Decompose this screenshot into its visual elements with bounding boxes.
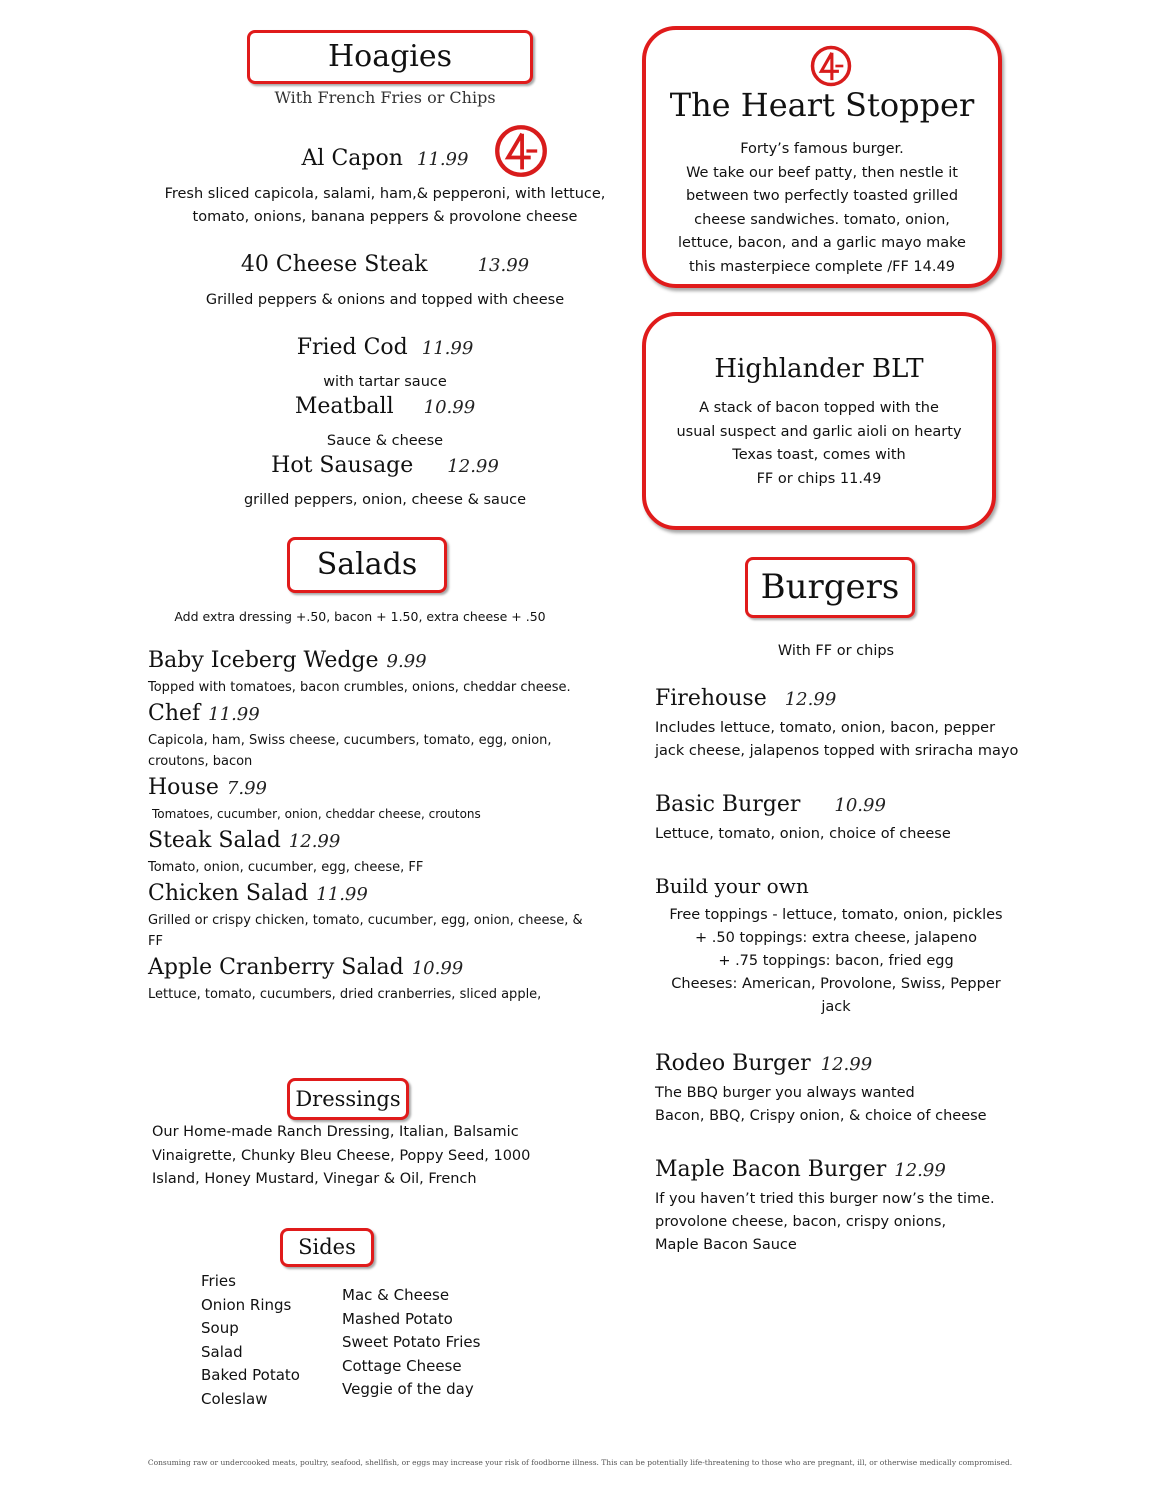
side-item: Mac & Cheese <box>342 1286 450 1304</box>
item-name: Apple Cranberry Salad <box>148 955 404 980</box>
item-description: grilled peppers, onion, cheese & sauce <box>243 492 527 508</box>
item-name: Chef <box>148 701 201 726</box>
hoagie-item-cheese-steak <box>190 252 580 277</box>
item-name: House <box>148 775 219 800</box>
highlander-card <box>642 312 996 530</box>
dressings-heading: Dressings <box>295 1087 401 1111</box>
side-item: Onion Rings <box>201 1295 292 1314</box>
salads-heading-box <box>287 537 447 593</box>
highlander-title: Highlander BLT <box>714 354 924 384</box>
sides-heading-box <box>280 1228 374 1267</box>
sides-heading: Sides <box>298 1235 356 1259</box>
side-item: Veggie of the day <box>342 1380 474 1398</box>
item-price: 11.99 <box>416 149 469 170</box>
side-item: Sweet Potato Fries <box>342 1333 481 1351</box>
side-item: Baked Potato <box>201 1366 300 1384</box>
item-price: 12.99 <box>894 1160 946 1181</box>
hoagie-item-meatball <box>235 394 535 419</box>
salad-item-steak <box>148 828 588 878</box>
hoagie-item-hot-sausage <box>235 453 535 478</box>
salad-item-chef <box>148 701 588 772</box>
item-name: Basic Burger <box>655 792 801 817</box>
item-description: Includes lettuce, tomato, onion, bacon, pepper jack cheese, jalapenos topped with sriracha mayo <box>655 720 1019 759</box>
forty-logo-icon <box>809 44 853 88</box>
item-description-line: If you haven’t tried this burger now’s the time. <box>655 1191 995 1207</box>
item-name: Rodeo Burger <box>655 1051 811 1076</box>
item-price: 9.99 <box>386 651 427 672</box>
description-line: A stack of bacon topped with the <box>699 400 939 416</box>
item-description: Topped with tomatoes, bacon crumbles, onions, cheddar cheese. <box>148 680 571 695</box>
salad-list <box>148 648 588 1005</box>
salad-item-chicken <box>148 881 588 952</box>
highlander-description <box>646 397 992 491</box>
item-name: Firehouse <box>655 686 767 711</box>
item-name: Steak Salad <box>148 828 281 853</box>
item-description: Fresh sliced capicola, salami, ham,& pepperoni, with lettuce, tomato, onions, banana peppers & provolone cheese <box>164 186 606 225</box>
item-price: 13.99 <box>477 255 530 276</box>
side-item: Salad <box>201 1342 243 1361</box>
item-description: Tomatoes, cucumber, onion, cheddar cheese, croutons <box>152 807 481 821</box>
item-description-line: provolone cheese, bacon, crispy onions, <box>655 1214 947 1230</box>
item-description-line: Bacon, BBQ, Crispy onion, & choice of cheese <box>655 1108 987 1124</box>
side-item: Soup <box>201 1319 239 1337</box>
burgers-heading: Burgers <box>760 567 900 607</box>
heart-stopper-description <box>646 138 998 280</box>
item-description: Lettuce, tomato, onion, choice of cheese <box>655 826 951 842</box>
description-line: between two perfectly toasted grilled <box>685 188 959 205</box>
description-line: cheese sandwiches. tomato, onion, <box>694 211 950 228</box>
forty-logo-icon <box>494 124 548 178</box>
item-name: Hot Sausage <box>271 453 414 478</box>
item-name: Meatball <box>294 394 394 419</box>
description-line: lettuce, bacon, and a garlic mayo make <box>678 235 966 252</box>
hoagies-heading: Hoagies <box>327 39 453 74</box>
item-price: 10.99 <box>834 795 886 816</box>
item-price: 11.99 <box>208 704 260 725</box>
sides-column-1 <box>201 1270 331 1411</box>
item-name: 40 Cheese Steak <box>240 252 428 277</box>
dressings-text: Our Home-made Ranch Dressing, Italian, Balsamic Vinaigrette, Chunky Bleu Cheese, Poppy Seed, 1000 Island, Honey Mustard, Vinegar & Oil, French <box>152 1124 531 1188</box>
item-name: Baby Iceberg Wedge <box>148 648 379 673</box>
sides-column-2 <box>342 1284 522 1402</box>
food-safety-disclaimer: Consuming raw or undercooked meats, poultry, seafood, shellfish, or eggs may increase your risk of foodborne illness. This can be potentially life-threatening to those who are pregnant, ill, or otherwise medically compromised. <box>147 1458 1013 1467</box>
side-item: Mashed Potato <box>342 1309 453 1328</box>
burgers-subheading: With FF or chips <box>777 643 895 659</box>
item-description-line: The BBQ burger you always wanted <box>655 1085 915 1101</box>
hoagies-subheading: With French Fries or Chips <box>274 88 496 107</box>
item-price: 10.99 <box>411 958 464 979</box>
item-name: Al Capon <box>301 146 403 171</box>
item-price: 12.99 <box>447 456 499 477</box>
heart-stopper-card <box>642 26 1002 288</box>
build-options <box>655 904 1017 1019</box>
salad-item-house <box>148 775 588 825</box>
salad-item-apple-cranberry <box>148 955 588 1005</box>
item-description: Capicola, ham, Swiss cheese, cucumbers, tomato, egg, onion, croutons, bacon <box>148 733 552 769</box>
salads-note: Add extra dressing +.50, bacon + 1.50, extra cheese + .50 <box>174 609 546 624</box>
item-name: Maple Bacon Burger <box>655 1157 887 1182</box>
item-price: 11.99 <box>316 884 368 905</box>
description-line: usual suspect and garlic aioli on hearty <box>676 423 962 440</box>
side-item: Cottage Cheese <box>342 1356 462 1375</box>
description-line: Texas toast, comes with <box>732 447 906 464</box>
item-description: Tomato, onion, cucumber, egg, cheese, FF <box>148 860 424 875</box>
item-name: Build your own <box>655 874 809 898</box>
description-line: We take our beef patty, then nestle it <box>686 164 958 181</box>
item-price: 10.99 <box>423 397 476 418</box>
description-line: Forty’s famous burger. <box>740 141 904 157</box>
item-price: 12.99 <box>784 689 837 710</box>
hoagie-item-al-capon <box>150 146 620 171</box>
burger-item-rodeo <box>655 1051 1025 1128</box>
item-description: Sauce & cheese <box>326 433 444 449</box>
build-option-line: Cheeses: American, Provolone, Swiss, Pepper jack <box>671 976 1001 1015</box>
item-name: Fried Cod <box>296 335 408 360</box>
heart-stopper-title: The Heart Stopper <box>669 86 975 124</box>
salad-item-baby-iceberg <box>148 648 588 698</box>
item-price: 12.99 <box>288 831 341 852</box>
burgers-heading-box <box>745 557 915 618</box>
salads-heading: Salads <box>316 547 418 582</box>
item-description: Grilled or crispy chicken, tomato, cucumber, egg, onion, cheese, & FF <box>148 913 583 949</box>
build-option-line: + .50 toppings: extra cheese, jalapeno <box>695 930 977 946</box>
burger-item-build-your-own <box>655 874 1025 1019</box>
item-description: Grilled peppers & onions and topped with cheese <box>205 292 565 308</box>
item-price: 11.99 <box>421 338 474 359</box>
side-item: Fries <box>201 1272 236 1290</box>
item-description: with tartar sauce <box>323 374 447 390</box>
item-name: Chicken Salad <box>148 881 309 906</box>
hoagie-item-fried-cod <box>235 335 535 360</box>
item-price: 12.99 <box>820 1054 873 1075</box>
item-description: Lettuce, tomato, cucumbers, dried cranberries, sliced apple, <box>148 987 542 1002</box>
hoagies-heading-box <box>247 30 533 84</box>
description-line: FF or chips 11.49 <box>756 470 882 487</box>
build-option-line: + .75 toppings: bacon, fried egg <box>718 953 954 969</box>
burger-item-firehouse <box>655 686 1025 763</box>
burger-item-maple-bacon <box>655 1157 1025 1257</box>
item-price: 7.99 <box>226 778 267 799</box>
side-item: Coleslaw <box>201 1389 268 1408</box>
burger-item-basic <box>655 792 1025 846</box>
dressings-heading-box <box>287 1078 409 1120</box>
item-description-line: Maple Bacon Sauce <box>655 1237 797 1253</box>
description-line: this masterpiece complete /FF 14.49 <box>689 258 955 275</box>
build-option-line: Free toppings - lettuce, tomato, onion, pickles <box>669 907 1003 923</box>
